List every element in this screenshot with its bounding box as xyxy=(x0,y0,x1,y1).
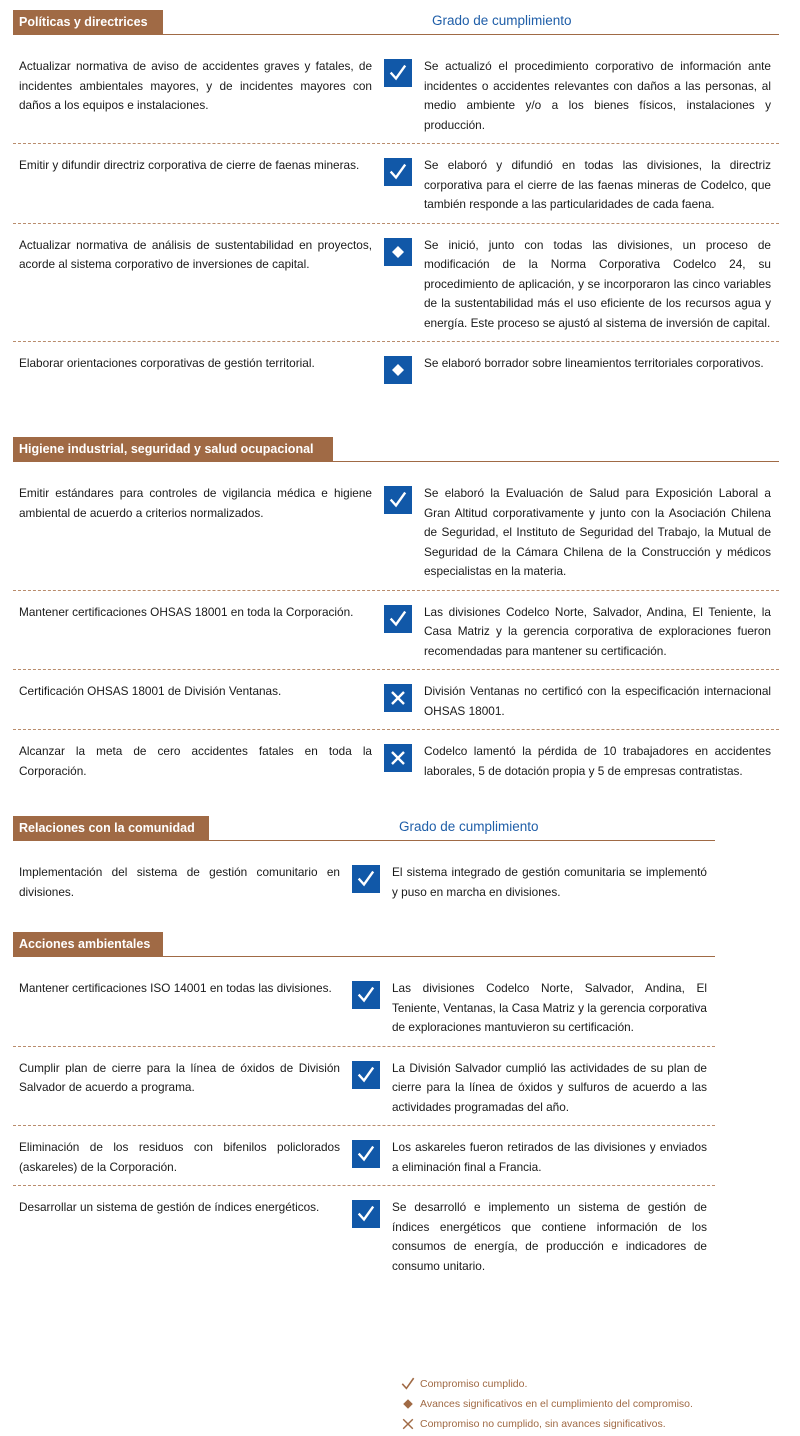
status-cell xyxy=(372,236,424,266)
commitment-row xyxy=(13,1047,715,1127)
commitment-list xyxy=(13,841,715,910)
commitment-text: Mantener certificaciones OHSAS 18001 en toda la Corporación. xyxy=(19,604,354,619)
section xyxy=(13,816,715,910)
check-icon xyxy=(352,1061,380,1089)
commitment-list xyxy=(13,462,779,789)
status-cell xyxy=(372,682,424,712)
result-text: El sistema integrado de gestión comunitaria se implementó y puso en marcha en divisiones. xyxy=(392,865,707,899)
legend-text: Compromiso no cumplido, sin avances significativos. xyxy=(420,1418,666,1430)
check-icon xyxy=(384,158,412,186)
commitment-row xyxy=(13,144,779,224)
result-text: Las divisiones Codelco Norte, Salvador, Andina, El Teniente, Ventanas, la Casa Matriz y la gerencia corporativa de exploraciones mantuvieron su certificación. xyxy=(392,981,707,1034)
commitment-row xyxy=(13,855,715,910)
commitment-row xyxy=(13,224,779,343)
status-cell xyxy=(372,354,424,384)
section-header xyxy=(13,932,715,957)
legend-item xyxy=(399,1374,693,1394)
status-cell xyxy=(340,1138,392,1168)
result-text: Se inició, junto con todas las divisiones, un proceso de modificación de la Norma Corporativa Codelco 24, su procedimiento de aplicación, y se incorporaron las cinco variables de la sustentabilidad más el uso eficiente de los recursos agua y energía. Este proceso se ajustó al sistema de inversión de capital. xyxy=(424,237,771,330)
section xyxy=(13,932,715,1284)
section-title: Acciones ambientales xyxy=(13,932,163,956)
commitment-text: Eliminación de los residuos con bifenilos policlorados (askareles) de la Corporación. xyxy=(19,1140,340,1174)
result-text: Se actualizó el procedimiento corporativo de información ante incidentes o accidentes relevantes con daños a las personas, al medio ambiente y/o a los bienes físicos, instalaciones y producción. xyxy=(424,59,771,132)
result-text: La División Salvador cumplió las actividades de su plan de cierre para la línea de óxidos y sulfuros de acuerdo a las actividades programadas del año. xyxy=(392,1060,707,1114)
check-icon xyxy=(384,605,412,633)
status-cell xyxy=(372,484,424,514)
commitment-text: Actualizar normativa de aviso de accidentes graves y fatales, de incidentes ambientales mayores, y de incidentes mayores con daños a los equipos e instalaciones. xyxy=(19,59,372,112)
commitment-text: Mantener certificaciones ISO 14001 en todas las divisiones. xyxy=(19,981,332,995)
section-title: Relaciones con la comunidad xyxy=(13,816,209,840)
status-cell xyxy=(340,1059,392,1089)
check-icon xyxy=(384,59,412,87)
status-cell xyxy=(372,742,424,772)
check-icon xyxy=(352,981,380,1009)
legend xyxy=(399,1374,693,1434)
section-header xyxy=(13,437,779,462)
status-cell xyxy=(372,603,424,633)
section xyxy=(13,10,779,392)
section xyxy=(13,437,779,789)
check-icon xyxy=(352,865,380,893)
commitment-text: Implementación del sistema de gestión comunitario en divisiones. xyxy=(19,865,340,899)
legend-item xyxy=(399,1414,693,1434)
commitment-text: Actualizar normativa de análisis de sustentabilidad en proyectos, acorde al sistema corporativo de inversiones de capital. xyxy=(19,237,372,271)
section-header xyxy=(13,10,779,35)
commitment-row xyxy=(13,1126,715,1186)
commitment-text: Cumplir plan de cierre para la línea de óxidos de División Salvador de acuerdo a programa. xyxy=(19,1060,340,1094)
result-text: División Ventanas no certificó con la especificación internacional OHSAS 18001. xyxy=(424,684,771,718)
status-cell xyxy=(372,156,424,186)
diamond-icon xyxy=(384,238,412,266)
check-icon xyxy=(352,1140,380,1168)
section-header xyxy=(13,816,715,841)
diamond-icon xyxy=(384,356,412,384)
result-text: Codelco lamentó la pérdida de 10 trabajadores en accidentes laborales, 5 de dotación propia y 5 de empresas contratistas. xyxy=(424,744,771,778)
status-cell xyxy=(340,1198,392,1228)
legend-text: Avances significativos en el cumplimiento del compromiso. xyxy=(420,1398,693,1410)
result-text: Las divisiones Codelco Norte, Salvador, Andina, El Teniente, la Casa Matriz y la gerencia corporativa de exploraciones fueron recomendadas para mantener su certificación. xyxy=(424,604,771,658)
grade-label: Grado de cumplimiento xyxy=(432,13,572,28)
commitment-row xyxy=(13,730,779,789)
status-cell xyxy=(340,863,392,893)
section-title: Higiene industrial, seguridad y salud ocupacional xyxy=(13,437,333,461)
result-text: Los askareles fueron retirados de las divisiones y enviados a eliminación final a Francia. xyxy=(392,1140,707,1174)
check-icon xyxy=(384,486,412,514)
result-text: Se elaboró la Evaluación de Salud para Exposición Laboral a Gran Altitud corporativamente y junto con la Asociación Chilena de Seguridad, el Instituto de Seguridad del Trabajo, la Mutual de Seguridad de la Cámara Chilena de la Construcción y médicos especialistas en la materia. xyxy=(424,486,771,578)
commitment-row xyxy=(13,1186,715,1284)
commitment-list xyxy=(13,957,715,1284)
commitment-text: Alcanzar la meta de cero accidentes fatales en toda la Corporación. xyxy=(19,744,372,778)
commitment-row xyxy=(13,476,779,591)
commitment-row xyxy=(13,670,779,730)
commitment-row xyxy=(13,342,779,392)
result-text: Se desarrolló e implemento un sistema de gestión de índices energéticos que contiene información de los consumos de energía, de producción e indicadores de consumo unitario. xyxy=(392,1200,707,1273)
check-icon xyxy=(399,1375,417,1393)
status-cell xyxy=(340,979,392,1009)
cross-icon xyxy=(384,744,412,772)
result-text: Se elaboró borrador sobre lineamientos territoriales corporativos. xyxy=(424,356,764,370)
section-title: Políticas y directrices xyxy=(13,10,163,34)
commitment-list xyxy=(13,35,779,392)
status-cell xyxy=(372,57,424,87)
commitment-row xyxy=(13,591,779,671)
diamond-icon xyxy=(399,1395,417,1413)
commitment-text: Elaborar orientaciones corporativas de gestión territorial. xyxy=(19,356,315,370)
result-text: Se elaboró y difundió en todas las divisiones, la directriz corporativa para el cierre de las faenas mineras de Codelco, que también responde a las particularidades de cada faena. xyxy=(424,158,771,211)
check-icon xyxy=(352,1200,380,1228)
commitment-text: Desarrollar un sistema de gestión de índices energéticos. xyxy=(19,1200,320,1214)
commitment-row xyxy=(13,49,779,144)
grade-label: Grado de cumplimiento xyxy=(399,819,539,834)
cross-icon xyxy=(384,684,412,712)
commitment-text: Emitir estándares para controles de vigilancia médica e higiene ambiental de acuerdo a criterios normalizados. xyxy=(19,486,372,520)
commitment-row xyxy=(13,971,715,1047)
legend-text: Compromiso cumplido. xyxy=(420,1378,528,1390)
commitment-text: Emitir y difundir directriz corporativa de cierre de faenas mineras. xyxy=(19,158,360,172)
cross-icon xyxy=(399,1415,417,1433)
commitment-text: Certificación OHSAS 18001 de División Ventanas. xyxy=(19,684,282,698)
legend-item xyxy=(399,1394,693,1414)
